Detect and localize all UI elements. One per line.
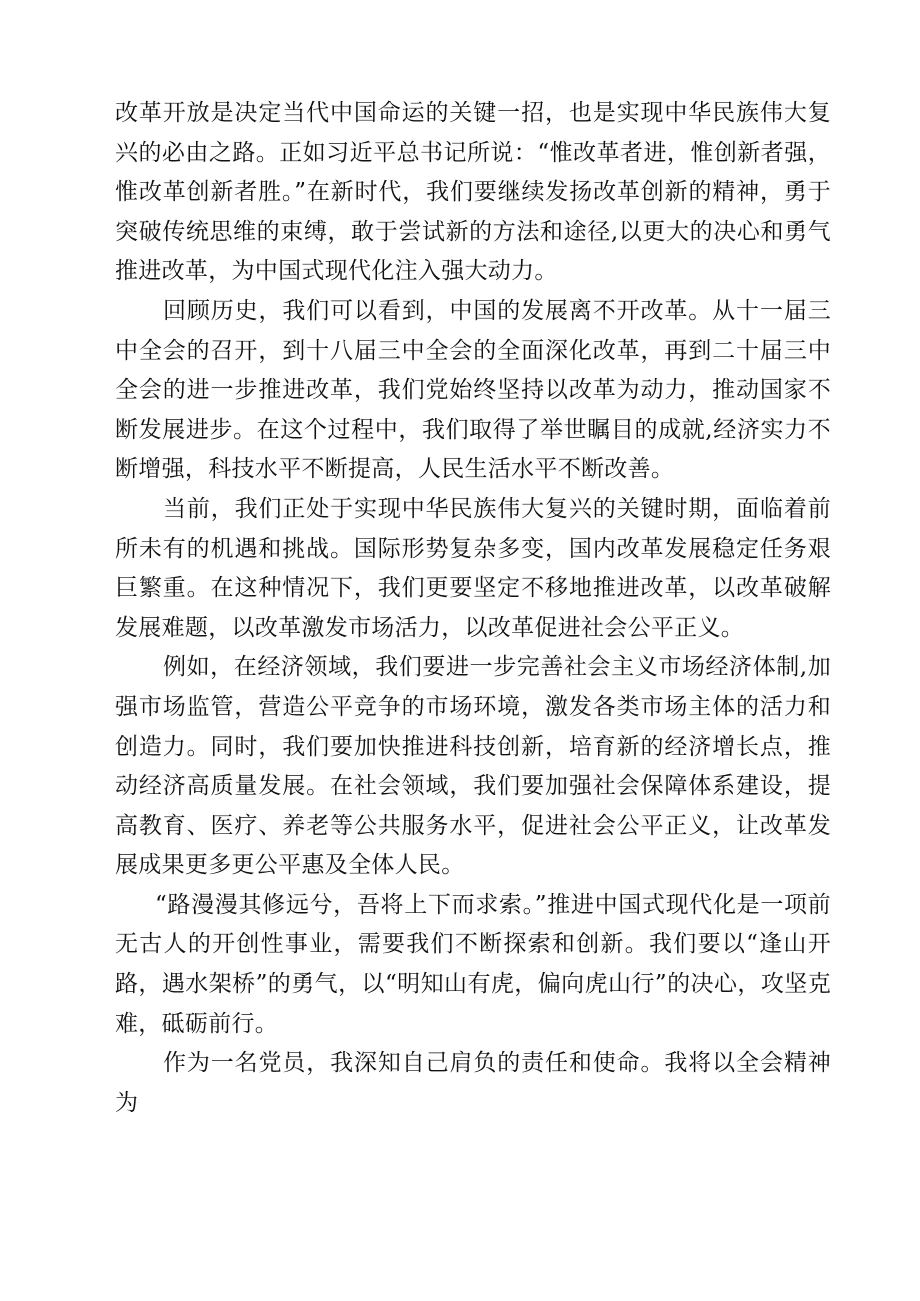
- paragraph-3: 当前，我们正处于实现中华民族伟大复兴的关键时期，面临着前所未有的机遇和挑战。国际形势复杂多变，国内改革发展稳定任务艰巨繁重。在这种情况下，我们更要坚定不移地推进改革，以改革破解发展难题，以改革激发市场活力，以改革促进社会公平正义。: [115, 495, 831, 641]
- paragraph-5: “路漫漫其修远兮，吾将上下而求索。”推进中国式现代化是一项前无古人的开创性事业，需要我们不断探索和创新。我们要以“逢山开路，遇水架桥”的勇气，以“明知山有虎，偏向虎山行”的决心，攻坚克难，砥砺前行。: [115, 891, 831, 1037]
- paragraph-1: 改革开放是决定当代中国命运的关键一招，也是实现中华民族伟大复兴的必由之路。正如习近平总书记所说：“惟改革者进，惟创新者强，惟改革创新者胜。”在新时代，我们要继续发扬改革创新的精神，勇于突破传统思维的束缚，敢于尝试新的方法和途径,以更大的决心和勇气推进改革，为中国式现代化注入强大动力。: [115, 100, 831, 285]
- paragraph-6: 作为一名党员，我深知自己肩负的责任和使命。我将以全会精神为: [115, 1050, 831, 1116]
- document-body: [115, 94, 831, 1123]
- paragraph-2: 回顾历史，我们可以看到，中国的发展离不开改革。从十一届三中全会的召开，到十八届三中全会的全面深化改革，再到二十届三中全会的进一步推进改革，我们党始终坚持以改革为动力，推动国家不断发展进步。在这个过程中，我们取得了举世瞩目的成就,经济实力不断增强，科技水平不断提高，人民生活水平不断改善。: [115, 297, 831, 483]
- paragraph-4: 例如，在经济领域，我们要进一步完善社会主义市场经济体制,加强市场监管，营造公平竞争的市场环境，激发各类市场主体的活力和创造力。同时，我们要加快推进科技创新，培育新的经济增长点，推动经济高质量发展。在社会领域，我们要加强社会保障体系建设，提高教育、医疗、养老等公共服务水平，促进社会公平正义，让改革发展成果更多更公平惠及全体人民。: [115, 654, 831, 879]
